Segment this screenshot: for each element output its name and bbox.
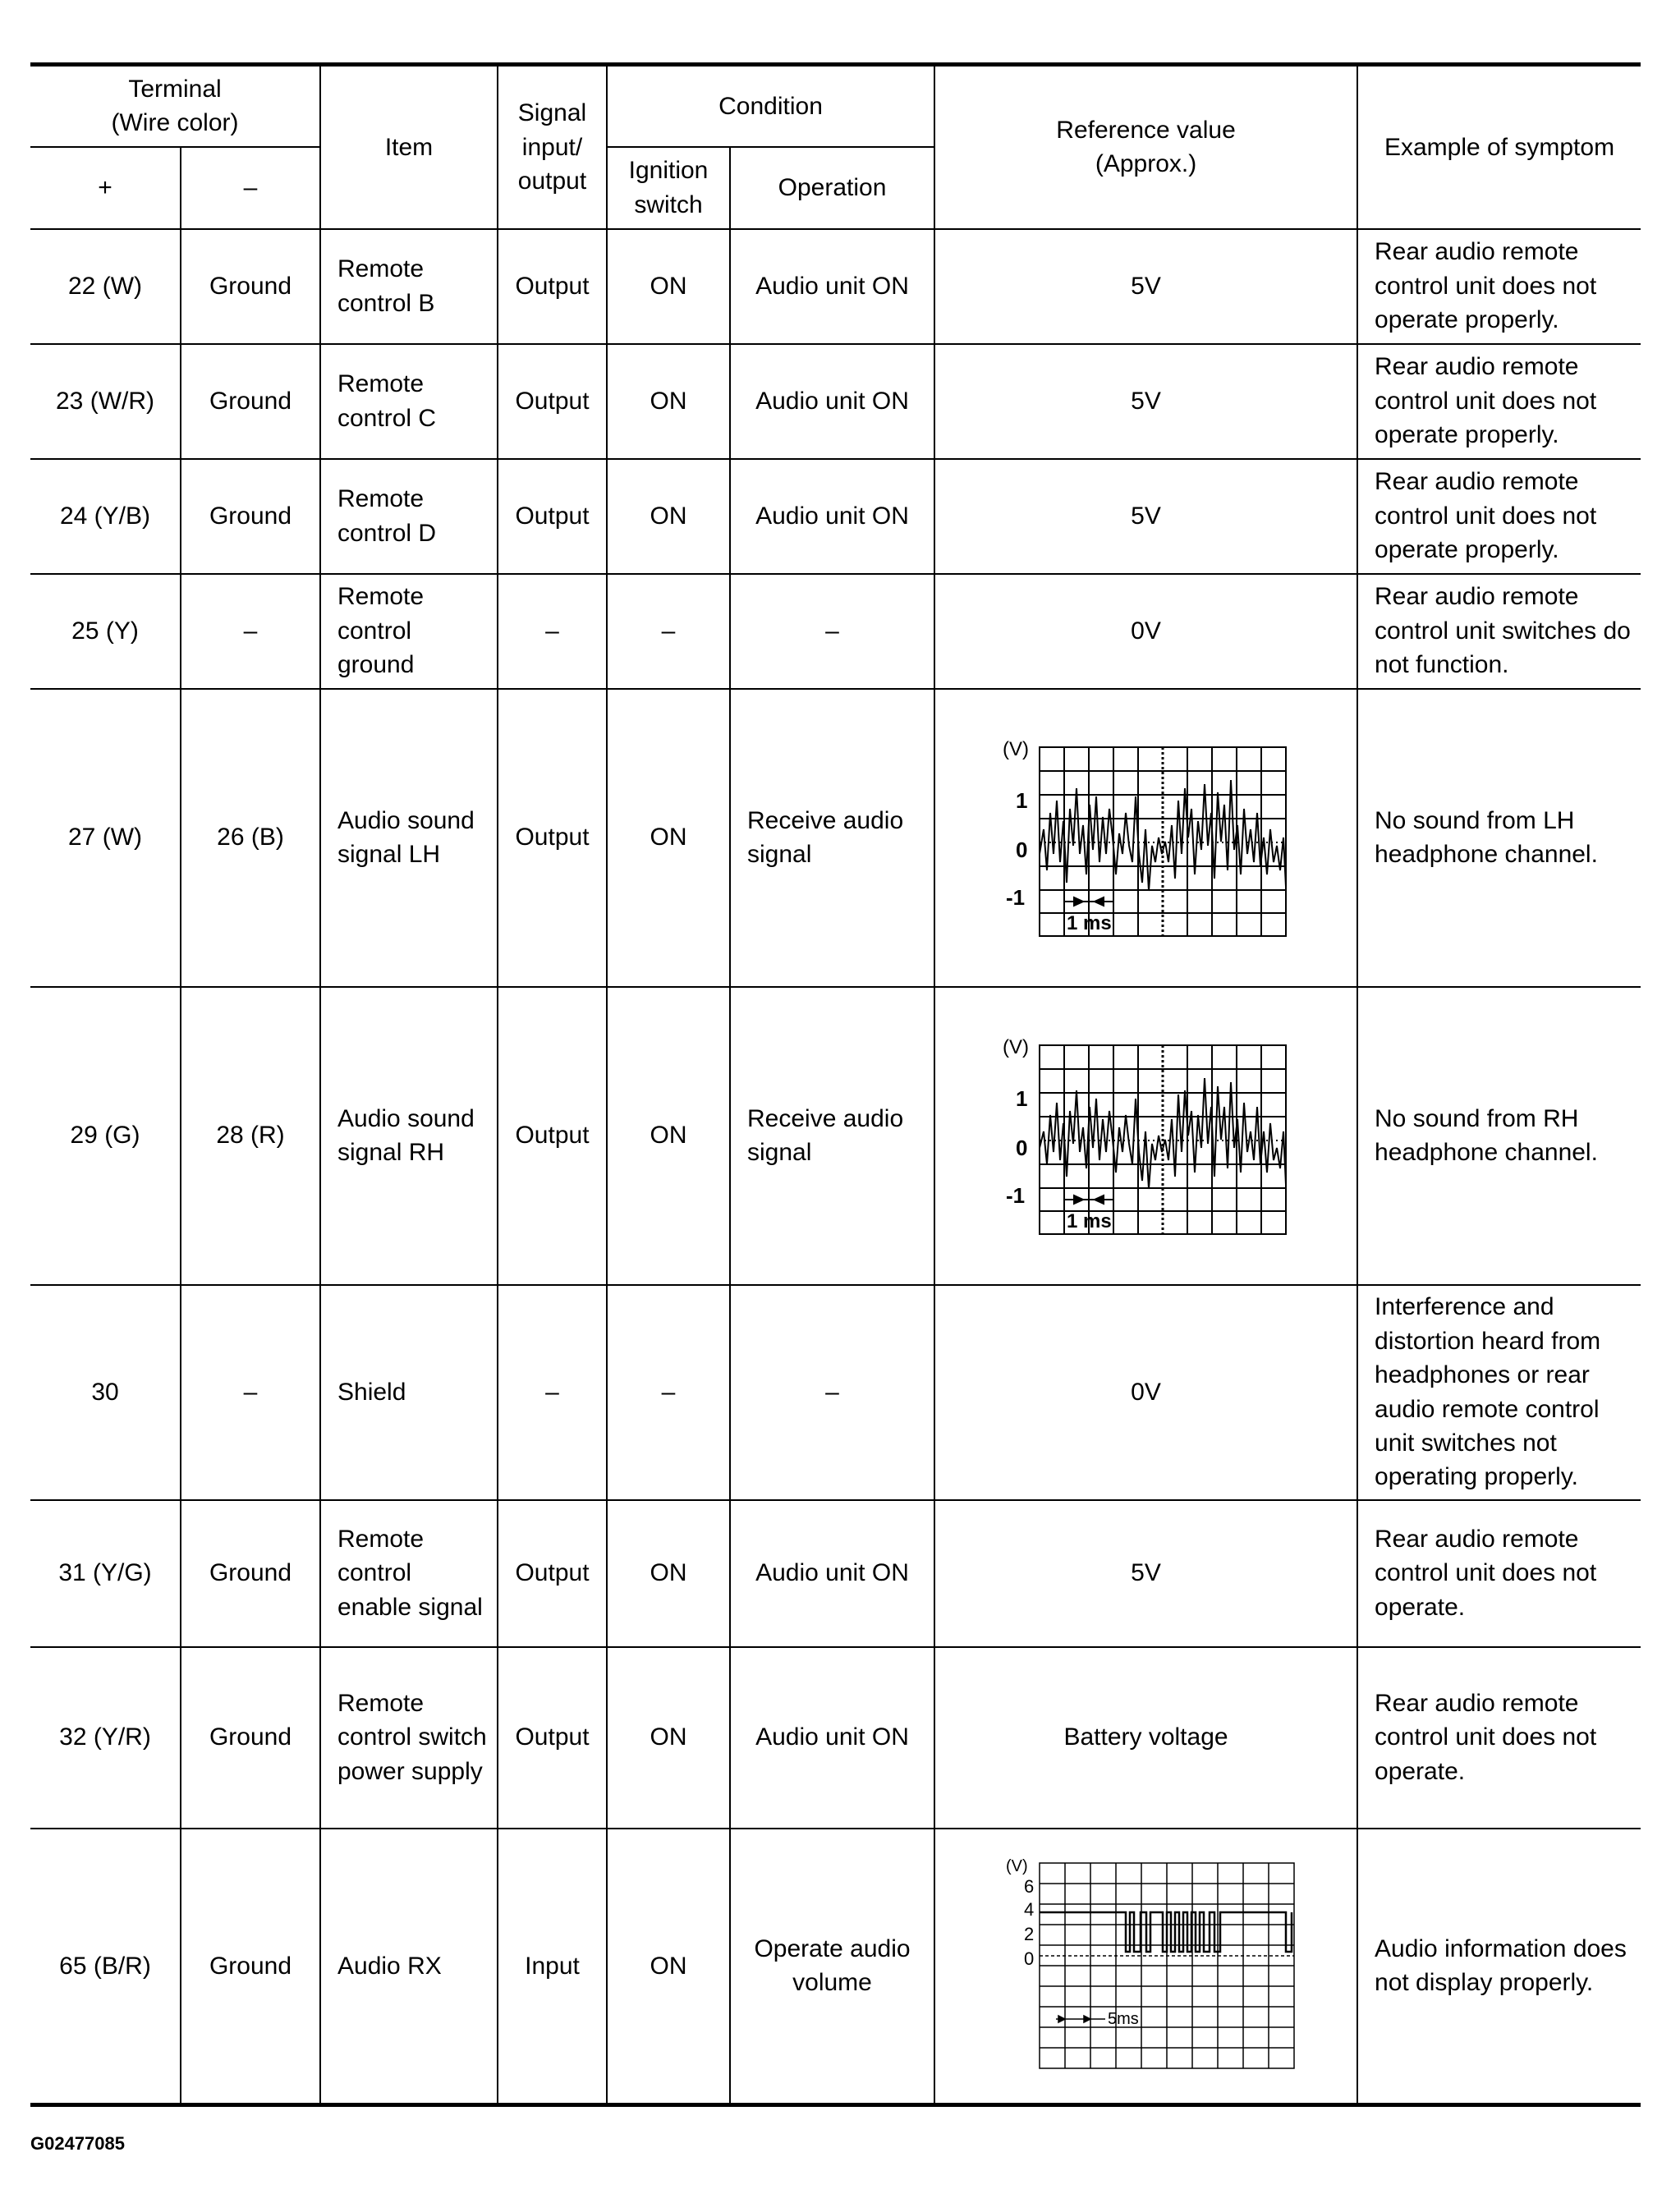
cell-ignition: ON [607,1647,730,1829]
cell-signal: Output [498,1500,607,1647]
cell-reference: 0V [934,1285,1357,1500]
cell-symptom: No sound from LH headphone channel. [1357,689,1641,987]
cell-signal: – [498,1285,607,1500]
cell-reference: 5V [934,229,1357,344]
cell-reference: 5V [934,1500,1357,1647]
cell-minus: Ground [181,344,320,459]
cell-ignition: ON [607,229,730,344]
header-wire-color-label: (Wire color) [111,109,239,137]
cell-plus: 65 (B/R) [30,1829,181,2105]
header-condition: Condition [607,65,934,147]
header-reference-label: Reference value [1056,116,1236,144]
cell-operation: Receive audio signal [730,987,934,1285]
cell-ignition: – [607,1285,730,1500]
table-row [30,689,1641,987]
table-row [30,229,1641,344]
cell-reference: 5V [934,344,1357,459]
cell-signal: Input [498,1829,607,2105]
cell-minus: 28 (R) [181,987,320,1285]
waveform-y-label: 0 [1023,1948,1034,1970]
cell-operation: – [730,574,934,689]
table-row [30,1285,1641,1500]
header-approx-label: (Approx.) [1095,150,1197,178]
cell-symptom: Rear audio remote control unit does not operate properly. [1357,459,1641,574]
waveform-time-label: 1 ms [1066,912,1112,934]
cell-minus: Ground [181,1829,320,2105]
waveform-y-label: 0 [1015,838,1027,862]
header-reference-value [934,65,1357,229]
cell-ignition: – [607,574,730,689]
header-symptom: Example of symptom [1357,65,1641,229]
cell-item: Audio sound signal LH [320,689,498,987]
cell-operation: Receive audio signal [730,689,934,987]
waveform-y-label: 0 [1015,1136,1027,1160]
cell-operation: Audio unit ON [730,1500,934,1647]
waveform-time-label: 1 ms [1066,1210,1112,1232]
cell-plus: 25 (Y) [30,574,181,689]
cell-symptom: Rear audio remote control unit does not operate properly. [1357,229,1641,344]
cell-symptom: No sound from RH headphone channel. [1357,987,1641,1285]
cell-reference: 0V [934,574,1357,689]
cell-minus: – [181,574,320,689]
cell-ignition: ON [607,1829,730,2105]
table-row [30,574,1641,689]
header-terminal-label: Terminal [128,75,222,103]
cell-item: Audio RX [320,1829,498,2105]
cell-item: Shield [320,1285,498,1500]
cell-operation: Operate audio volume [730,1829,934,2105]
header-plus: + [30,147,181,229]
waveform-unit-label: (V) [1002,738,1029,760]
audio-rh-waveform [994,1029,1298,1242]
cell-reference-waveform [934,1829,1357,2105]
cell-signal: Output [498,689,607,987]
header-operation: Operation [730,147,934,229]
header-terminal [30,65,320,147]
cell-ignition: ON [607,1500,730,1647]
waveform-y-label: 1 [1015,788,1027,813]
cell-plus: 22 (W) [30,229,181,344]
waveform-time-label: 5ms [1107,2010,1139,2029]
cell-item: Remote control B [320,229,498,344]
cell-reference: Battery voltage [934,1647,1357,1829]
cell-ignition: ON [607,344,730,459]
cell-minus: Ground [181,459,320,574]
waveform-grid [1040,1863,1294,2068]
cell-plus: 24 (Y/B) [30,459,181,574]
table-row [30,344,1641,459]
cell-signal: – [498,574,607,689]
cell-operation: Audio unit ON [730,344,934,459]
cell-operation: Audio unit ON [730,459,934,574]
cell-signal: Output [498,1647,607,1829]
rx-signal-trace [1040,1912,1292,1952]
header-item: Item [320,65,498,229]
cell-item: Remote control D [320,459,498,574]
cell-plus: 23 (W/R) [30,344,181,459]
cell-operation: Audio unit ON [730,1647,934,1829]
table-row [30,1647,1641,1829]
waveform-y-label: 2 [1023,1924,1034,1945]
cell-plus: 27 (W) [30,689,181,987]
cell-ignition: ON [607,459,730,574]
waveform-unit-label: (V) [1002,1036,1029,1058]
cell-signal: Output [498,229,607,344]
waveform-y-label: 1 [1015,1086,1027,1111]
cell-minus: Ground [181,1500,320,1647]
cell-plus: 31 (Y/G) [30,1500,181,1647]
cell-reference-waveform [934,987,1357,1285]
cell-signal: Output [498,987,607,1285]
cell-item: Remote control switch power supply [320,1647,498,1829]
cell-item: Remote control enable signal [320,1500,498,1647]
header-ignition-switch: Ignition switch [607,147,730,229]
cell-item: Remote control ground [320,574,498,689]
header-signal-io: Signal input/ output [498,65,607,229]
audio-rx-waveform [994,1855,1298,2077]
cell-ignition: ON [607,689,730,987]
cell-symptom: Rear audio remote control unit does not operate. [1357,1647,1641,1829]
cell-plus: 30 [30,1285,181,1500]
cell-reference-waveform [934,689,1357,987]
table-row [30,459,1641,574]
header-minus: – [181,147,320,229]
waveform-y-label: -1 [1005,885,1025,910]
audio-lh-waveform [994,731,1298,944]
time-division-marker [1056,2016,1105,2022]
waveform-y-label: 6 [1023,1876,1034,1898]
cell-symptom: Rear audio remote control unit switches do not function. [1357,574,1641,689]
cell-plus: 32 (Y/R) [30,1647,181,1829]
table-row [30,1829,1641,2105]
cell-plus: 29 (G) [30,987,181,1285]
table-row [30,987,1641,1285]
waveform-y-label: -1 [1005,1183,1025,1208]
table-row [30,1500,1641,1647]
cell-symptom: Rear audio remote control unit does not operate properly. [1357,344,1641,459]
cell-item: Audio sound signal RH [320,987,498,1285]
cell-reference: 5V [934,459,1357,574]
cell-minus: Ground [181,229,320,344]
waveform-unit-label: (V) [1005,1857,1028,1876]
cell-item: Remote control C [320,344,498,459]
cell-minus: – [181,1285,320,1500]
terminal-reference-table [30,62,1641,2107]
cell-symptom: Rear audio remote control unit does not operate. [1357,1500,1641,1647]
cell-minus: Ground [181,1647,320,1829]
waveform-y-label: 4 [1023,1899,1034,1921]
cell-symptom: Audio information does not display properly. [1357,1829,1641,2105]
cell-operation: – [730,1285,934,1500]
cell-symptom: Interference and distortion heard from headphones or rear audio remote control unit switches not operating properly. [1357,1285,1641,1500]
cell-operation: Audio unit ON [730,229,934,344]
cell-ignition: ON [607,987,730,1285]
cell-signal: Output [498,344,607,459]
cell-signal: Output [498,459,607,574]
cell-minus: 26 (B) [181,689,320,987]
figure-code: G02477085 [30,2133,125,2154]
